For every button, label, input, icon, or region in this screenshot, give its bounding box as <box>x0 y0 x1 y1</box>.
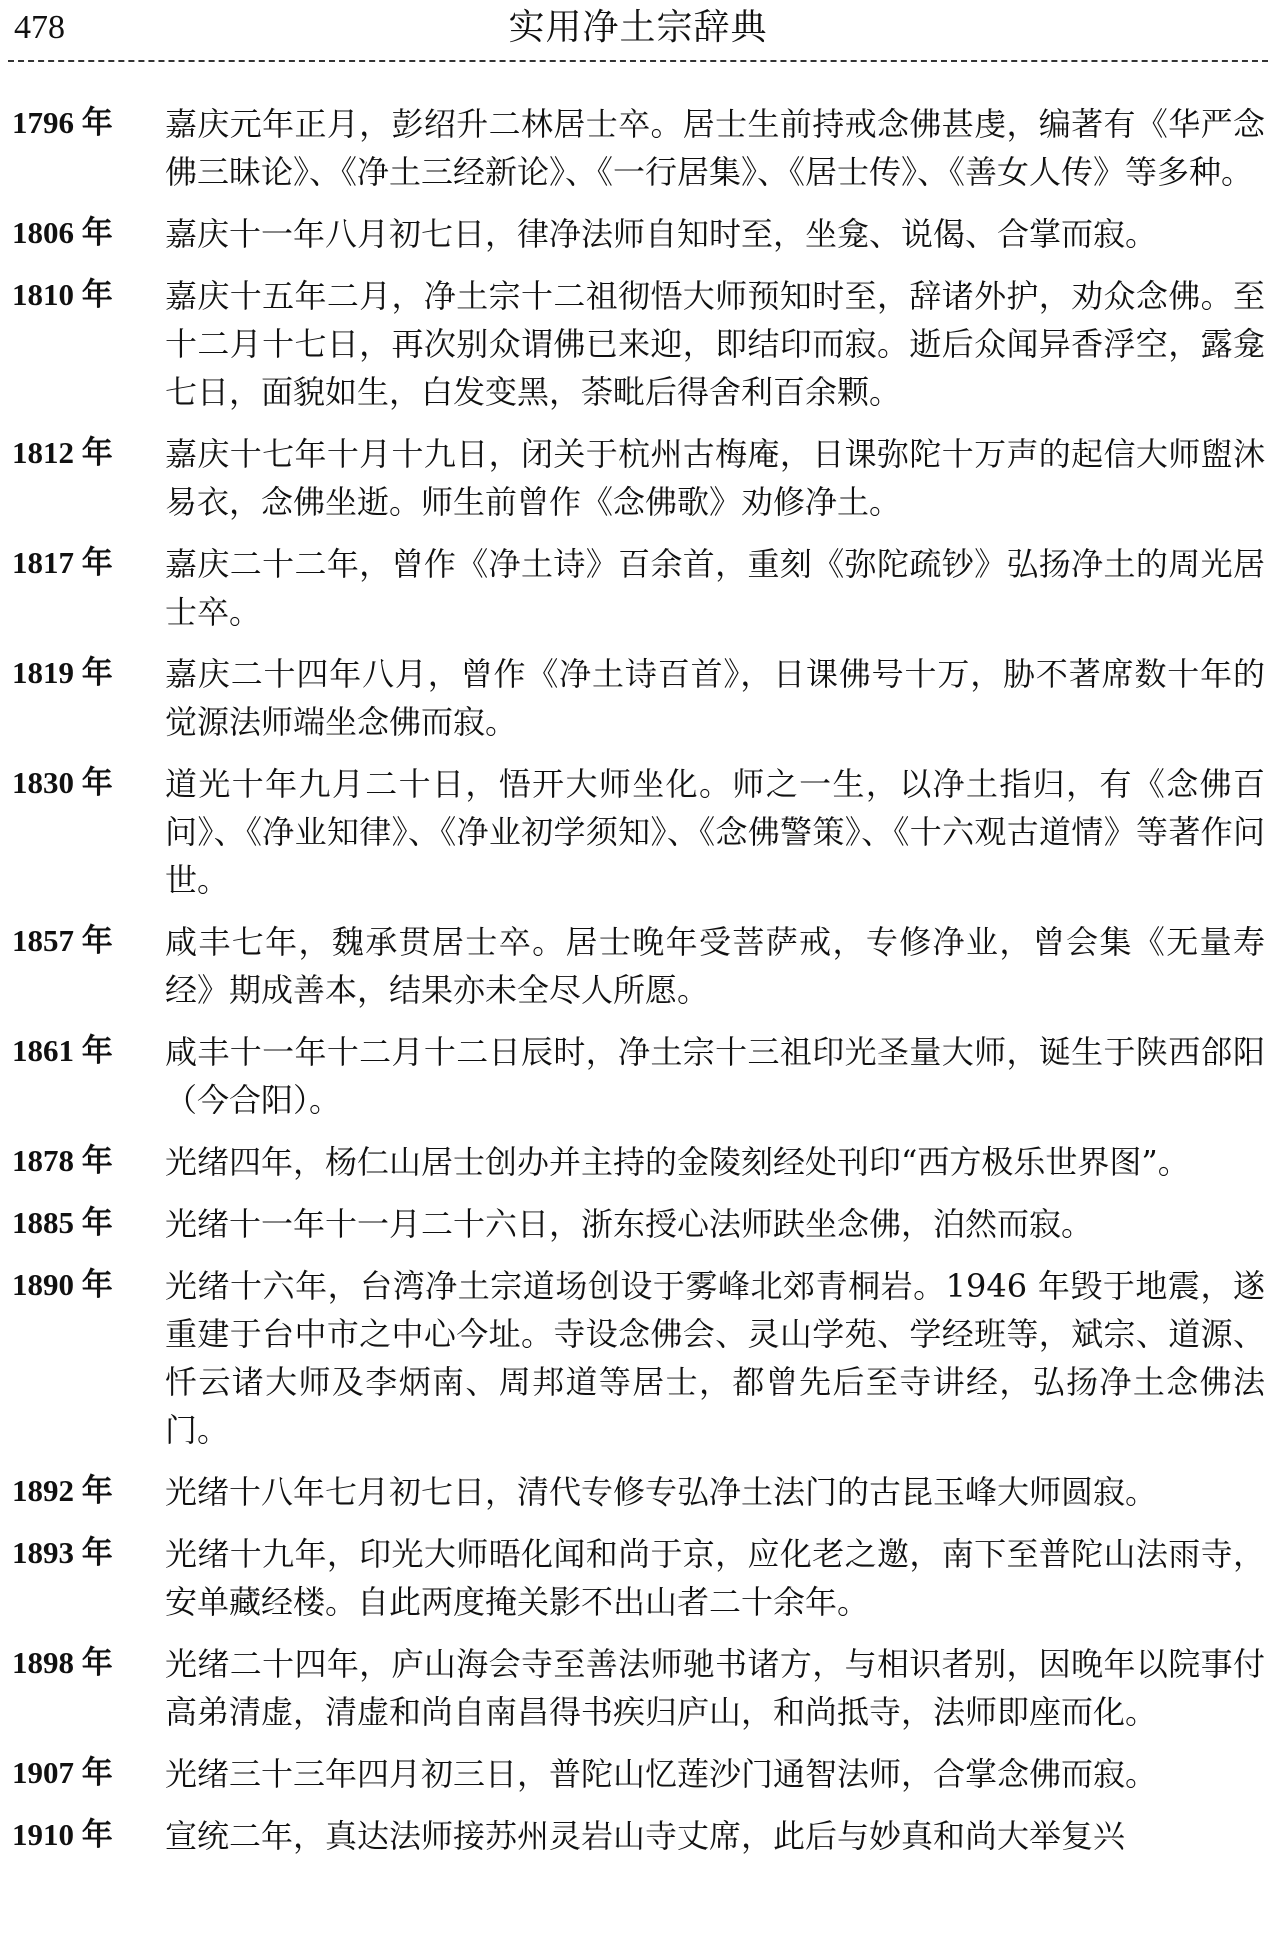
entry-year: 1806 年 <box>12 215 113 250</box>
entry-text: 光绪十八年七月初七日，清代专修专弘净土法门的古昆玉峰大师圆寂。 <box>165 1473 1158 1511</box>
entry-text: 咸丰七年，魏承贯居士卒。居士晚年受菩萨戒，专修净业，曾会集《无量寿经》期成善本，结果亦未全尽人所愿。 <box>165 923 1265 1009</box>
page-number: 478 <box>14 9 65 46</box>
timeline-entry <box>0 1812 1276 1860</box>
timeline-entry <box>0 100 1276 196</box>
entry-year: 1898 年 <box>12 1645 113 1680</box>
timeline-entry <box>0 540 1276 636</box>
entry-text: 宣统二年，真达法师接苏州灵岩山寺丈席，此后与妙真和尚大举复兴 <box>165 1817 1126 1855</box>
timeline-entry <box>0 272 1276 416</box>
timeline-entry <box>0 760 1276 904</box>
timeline-entry <box>0 650 1276 746</box>
entry-text: 光绪十六年，台湾净土宗道场创设于雾峰北郊青桐岩。1946 年毁于地震，遂重建于台中市之中心今址。寺设念佛会、灵山学苑、学经班等，斌宗、道源、忏云诸大师及李炳南、周邦道等居士，都曾先后至寺讲经，弘扬净土念佛法门。 <box>165 1267 1265 1449</box>
entry-year: 1812 年 <box>12 435 113 470</box>
entry-text: 光绪四年，杨仁山居士创办并主持的金陵刻经处刊印“西方极乐世界图”。 <box>165 1143 1190 1181</box>
entry-text: 光绪二十四年，庐山海会寺至善法师驰书诸方，与相识者别，因晚年以院事付高弟清虚，清虚和尚自南昌得书疾归庐山，和尚抵寺，法师即座而化。 <box>165 1645 1265 1731</box>
entry-year: 1819 年 <box>12 655 113 690</box>
timeline-entry <box>0 1200 1276 1248</box>
timeline-entry <box>0 210 1276 258</box>
entry-text: 光绪三十三年四月初三日，普陀山忆莲沙门通智法师，合掌念佛而寂。 <box>165 1755 1158 1793</box>
entry-year: 1893 年 <box>12 1535 113 1570</box>
timeline-entry <box>0 1138 1276 1186</box>
entry-year: 1857 年 <box>12 923 113 958</box>
entry-text: 嘉庆二十二年，曾作《净土诗》百余首，重刻《弥陀疏钞》弘扬净土的周光居士卒。 <box>165 545 1265 631</box>
entry-year: 1830 年 <box>12 765 113 800</box>
timeline-entries <box>0 100 1276 1874</box>
entry-text: 光绪十九年，印光大师晤化闻和尚于京，应化老之邀，南下至普陀山法雨寺，安单藏经楼。自此两度掩关影不出山者二十余年。 <box>165 1535 1265 1621</box>
page-header <box>0 0 1276 70</box>
entry-text: 咸丰十一年十二月十二日辰时，净土宗十三祖印光圣量大师，诞生于陕西郃阳（今合阳）。 <box>165 1033 1265 1119</box>
entry-text: 嘉庆十一年八月初七日，律净法师自知时至，坐龛、说偈、合掌而寂。 <box>165 215 1158 253</box>
entry-year: 1817 年 <box>12 545 113 580</box>
entry-year: 1810 年 <box>12 277 113 312</box>
timeline-entry <box>0 1468 1276 1516</box>
entry-text: 道光十年九月二十日，悟开大师坐化。师之一生，以净土指归，有《念佛百问》、《净业知律》、《净业初学须知》、《念佛警策》、《十六观古道情》等著作问世。 <box>165 765 1265 899</box>
entry-year: 1796 年 <box>12 105 113 140</box>
entry-text: 嘉庆十七年十月十九日，闭关于杭州古梅庵，日课弥陀十万声的起信大师盥沐易衣，念佛坐逝。师生前曾作《念佛歌》劝修净土。 <box>165 435 1265 521</box>
header-divider <box>8 60 1268 62</box>
timeline-entry <box>0 918 1276 1014</box>
timeline-entry <box>0 1640 1276 1736</box>
entry-text: 光绪十一年十一月二十六日，浙东授心法师趺坐念佛，泊然而寂。 <box>165 1205 1094 1243</box>
entry-text: 嘉庆元年正月，彭绍升二林居士卒。居士生前持戒念佛甚虔，编著有《华严念佛三昧论》、《净土三经新论》、《一行居集》、《居士传》、《善女人传》等多种。 <box>165 105 1265 191</box>
timeline-entry <box>0 430 1276 526</box>
entry-year: 1910 年 <box>12 1817 113 1852</box>
timeline-entry <box>0 1028 1276 1124</box>
timeline-entry <box>0 1750 1276 1798</box>
entry-text: 嘉庆十五年二月，净土宗十二祖彻悟大师预知时至，辞诸外护，劝众念佛。至十二月十七日，再次别众谓佛已来迎，即结印而寂。逝后众闻异香浮空，露龛七日，面貌如生，白发变黑，荼毗后得舍利百余颗。 <box>165 277 1265 411</box>
entry-year: 1907 年 <box>12 1755 113 1790</box>
entry-year: 1890 年 <box>12 1267 113 1302</box>
book-title: 实用净土宗辞典 <box>508 7 768 48</box>
timeline-entry <box>0 1530 1276 1626</box>
entry-year: 1861 年 <box>12 1033 113 1068</box>
entry-text: 嘉庆二十四年八月，曾作《净土诗百首》，日课佛号十万，胁不著席数十年的觉源法师端坐念佛而寂。 <box>165 655 1265 741</box>
entry-year: 1885 年 <box>12 1205 113 1240</box>
entry-year: 1892 年 <box>12 1473 113 1508</box>
timeline-entry <box>0 1262 1276 1454</box>
entry-year: 1878 年 <box>12 1143 113 1178</box>
